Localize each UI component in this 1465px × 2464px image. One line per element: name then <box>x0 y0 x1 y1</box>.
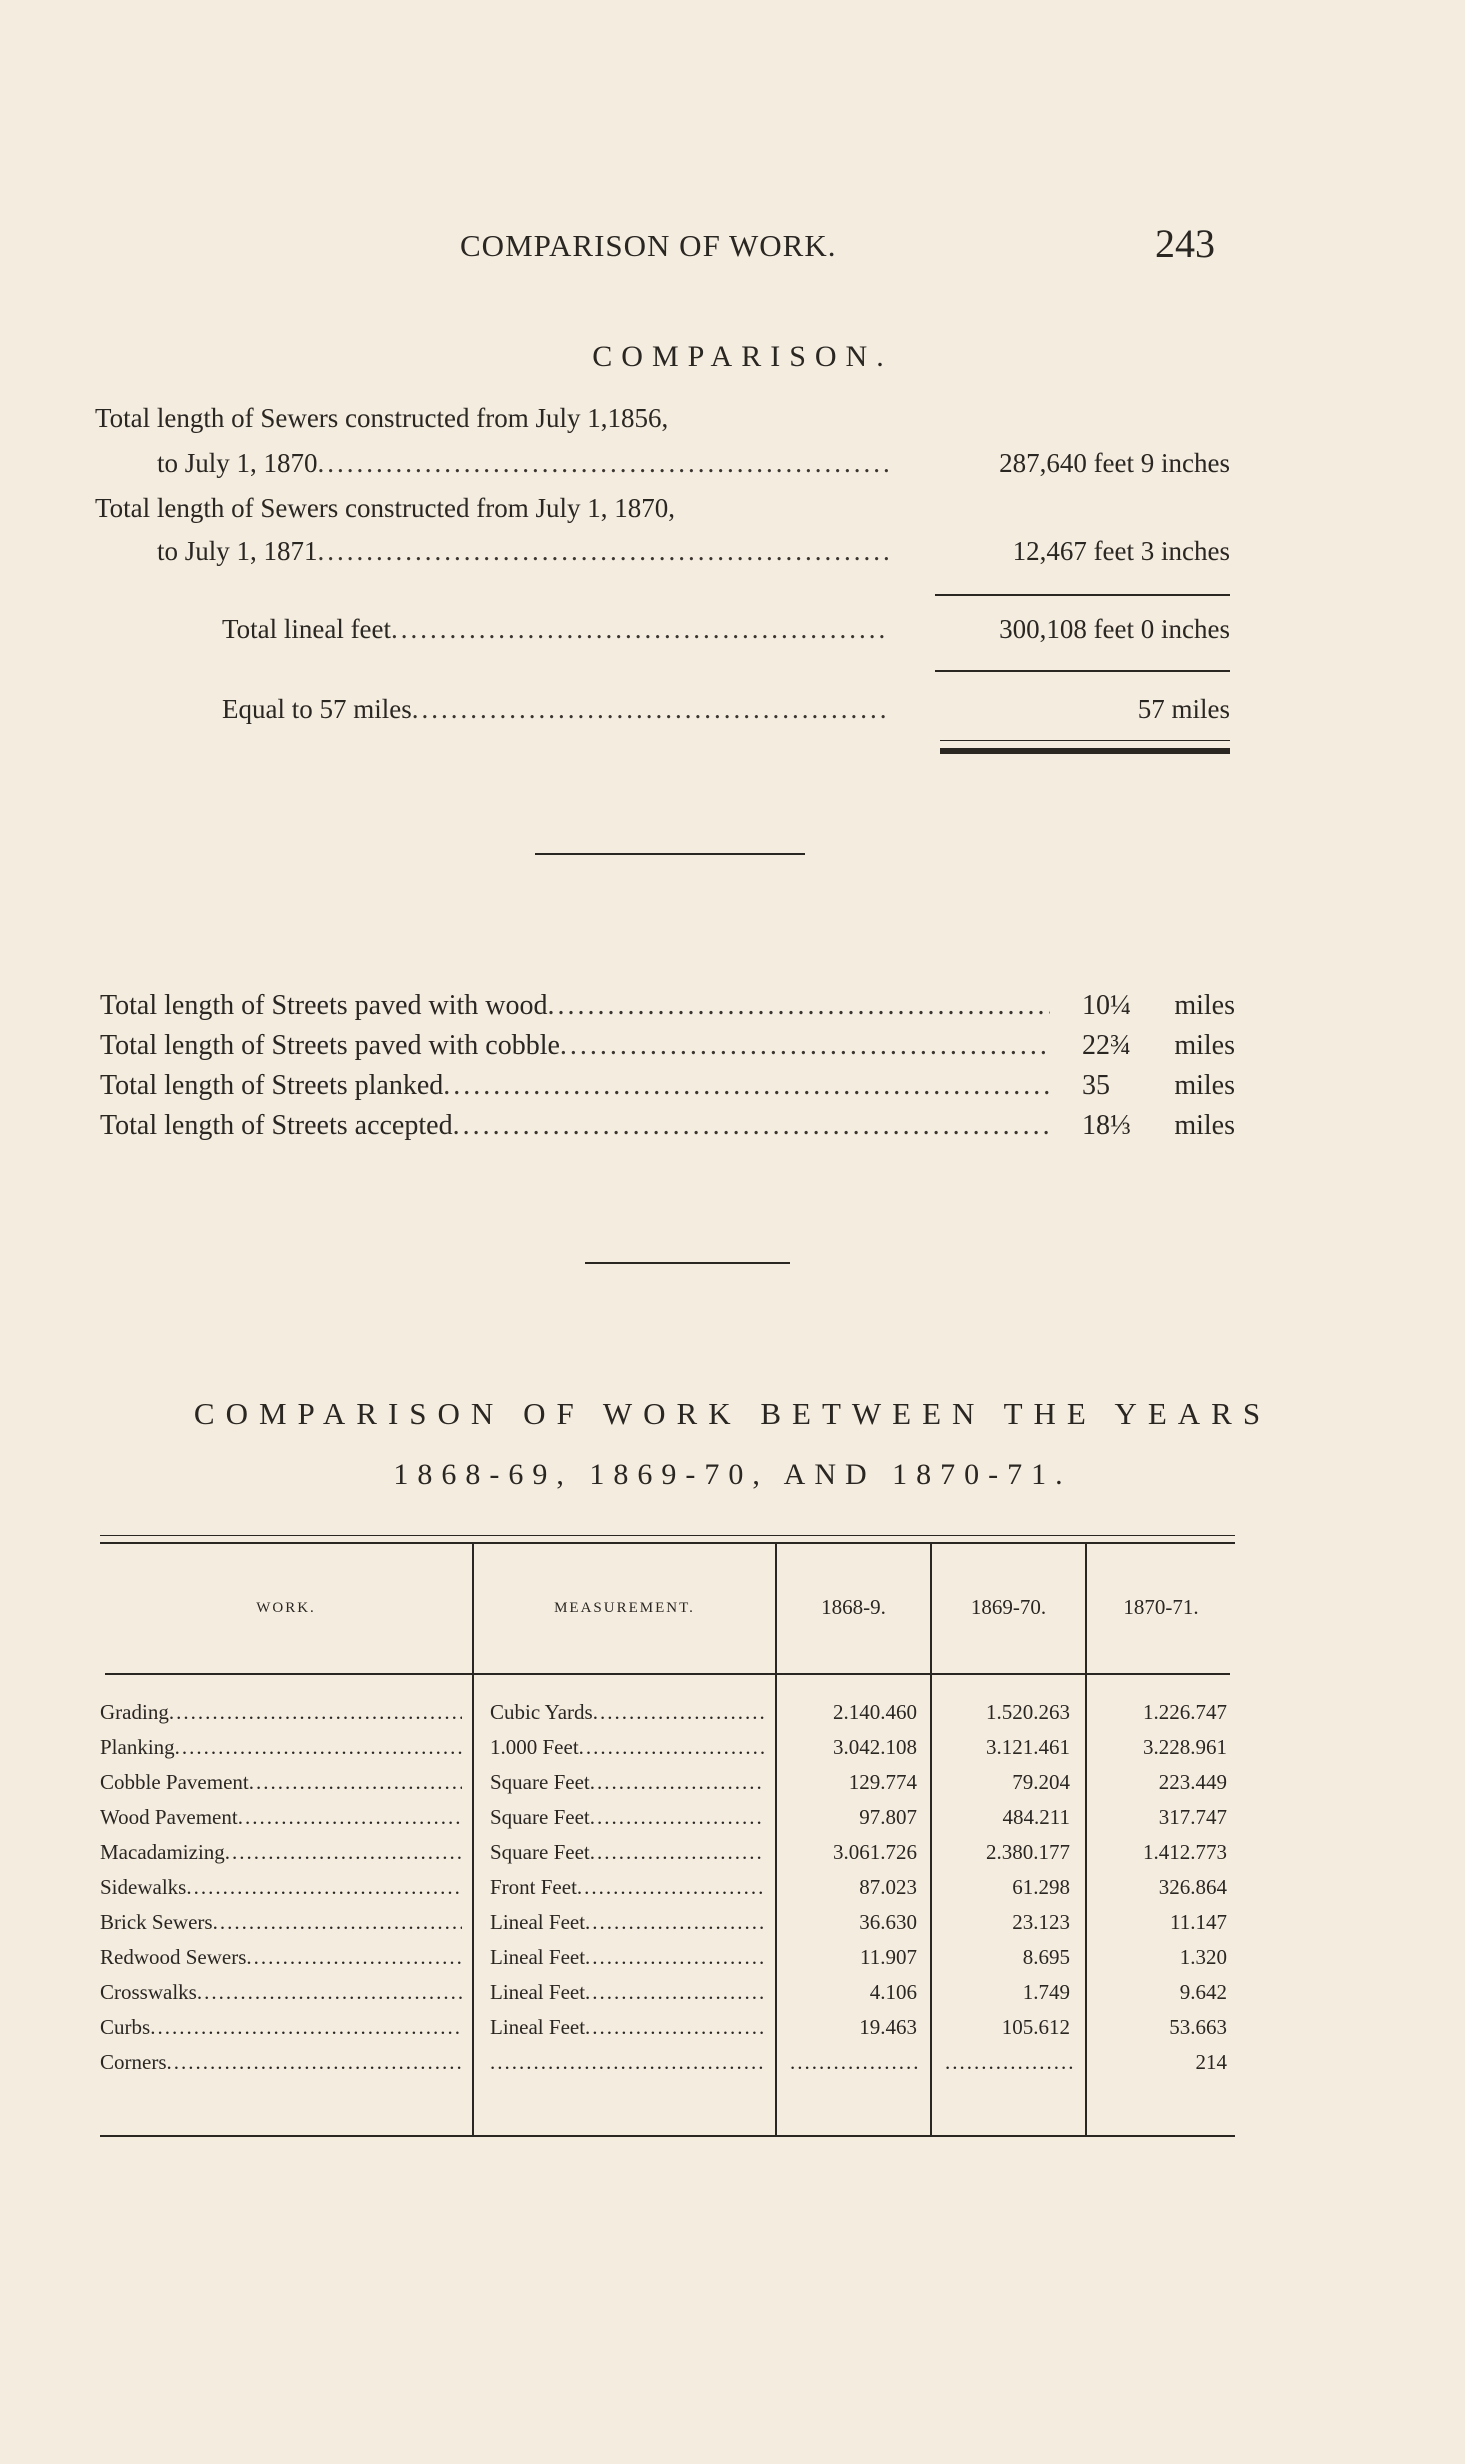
col-header-1870-71: 1870-71. <box>1123 1595 1199 1619</box>
cell-1870-71: 3.228.961 <box>1143 1735 1227 1759</box>
cell-1869-70: 3.121.461 <box>986 1735 1070 1759</box>
cell-1869-70: 1.520.263 <box>986 1700 1070 1724</box>
sewer-entry-1-line2: to July 1, 1870 ..... <box>157 448 890 479</box>
cell-1870-71: 53.663 <box>1169 2015 1227 2039</box>
cell-1868-9: 87.023 <box>859 1875 917 1899</box>
cell-work: Curbs ..... <box>100 2015 462 2040</box>
table-row <box>100 1805 1235 1840</box>
sum-rule <box>935 594 1230 596</box>
cell-1869-70: 105.612 <box>1001 2015 1070 2039</box>
cell-1870-71: 214 <box>1195 2050 1227 2074</box>
cell-1868-9: 97.807 <box>859 1805 917 1829</box>
table-row <box>100 1945 1235 1980</box>
cell-1869-70: 23.123 <box>1012 1910 1070 1934</box>
section-divider-2 <box>585 1262 790 1264</box>
cell-measurement: Lineal Feet ..... <box>490 1980 765 2005</box>
cell-measurement: Square Feet ..... <box>490 1770 765 1795</box>
cell-1868-9: 129.774 <box>848 1770 917 1794</box>
equal-miles-row: Equal to 57 miles ..... <box>222 694 890 725</box>
cell-1870-71: 1.226.747 <box>1143 1700 1227 1724</box>
cell-work: Planking ..... <box>100 1735 462 1760</box>
sewer-entry-1-value: 287,640 feet 9 inches <box>999 448 1230 478</box>
col-header-measurement: MEASUREMENT. <box>554 1600 695 1616</box>
cell-1868-9: 3.061.726 <box>833 1840 917 1864</box>
section-divider <box>535 853 805 855</box>
cell-1869-70: 2.380.177 <box>986 1840 1070 1864</box>
cell-work: Wood Pavement ..... <box>100 1805 462 1830</box>
cell-work: Cobble Pavement ..... <box>100 1770 462 1795</box>
cell-work: Corners ..... <box>100 2050 462 2075</box>
table-row <box>100 1700 1235 1735</box>
sewer-entry-2-line2: to July 1, 1871 ..... <box>157 536 890 567</box>
total-rule <box>935 670 1230 672</box>
section-title: COMPARISON. <box>592 340 893 373</box>
cell-measurement: Lineal Feet ..... <box>490 1910 765 1935</box>
cell-measurement: Lineal Feet ..... <box>490 2015 765 2040</box>
cell-1869-70 <box>945 2050 1075 2075</box>
table-row <box>100 1875 1235 1910</box>
cell-measurement: Front Feet ..... <box>490 1875 765 1900</box>
cell-1870-71: 11.147 <box>1170 1910 1227 1934</box>
cell-1868-9: 4.106 <box>869 1980 917 2004</box>
sewer-entry-2-line1: Total length of Sewers constructed from July 1, 1870, <box>95 493 675 523</box>
cell-1870-71: 223.449 <box>1158 1770 1227 1794</box>
cell-1868-9 <box>790 2050 920 2075</box>
table-row <box>100 1735 1235 1770</box>
page-number: 243 <box>1155 221 1215 266</box>
work-comparison-table <box>100 1535 1235 2140</box>
cell-1869-70: 8.695 <box>1022 1945 1070 1969</box>
double-rule-bottom <box>940 748 1230 754</box>
cell-measurement: 1.000 Feet ..... <box>490 1735 765 1760</box>
sewer-entry-2-value: 12,467 feet 3 inches <box>1012 536 1230 566</box>
streets-row-wood: Total length of Streets paved with wood ..... <box>100 990 1050 1022</box>
streets-row-cobble-value: 22¾ miles <box>1082 1030 1235 1061</box>
streets-row-planked: Total length of Streets planked ..... <box>100 1070 1050 1102</box>
table-row <box>100 2015 1235 2050</box>
cell-1870-71: 1.412.773 <box>1143 1840 1227 1864</box>
cell-measurement: Square Feet ..... <box>490 1805 765 1830</box>
table-title-line1: COMPARISON OF WORK BETWEEN THE YEARS <box>193 1396 1272 1431</box>
cell-1869-70: 484.211 <box>1002 1805 1070 1829</box>
cell-1868-9: 11.907 <box>860 1945 917 1969</box>
double-rule-top <box>940 740 1230 741</box>
cell-1868-9: 2.140.460 <box>833 1700 917 1724</box>
cell-1870-71: 1.320 <box>1179 1945 1227 1969</box>
equal-miles-value: 57 miles <box>1137 694 1230 724</box>
streets-row-accepted: Total length of Streets accepted ..... <box>100 1110 1050 1142</box>
cell-1868-9: 36.630 <box>859 1910 917 1934</box>
table-row <box>100 1980 1235 2015</box>
cell-work: Sidewalks ..... <box>100 1875 462 1900</box>
streets-row-cobble: Total length of Streets paved with cobble ..... <box>100 1030 1050 1062</box>
col-header-work: WORK. <box>256 1600 316 1616</box>
cell-measurement: Lineal Feet ..... <box>490 1945 765 1970</box>
cell-1869-70: 61.298 <box>1012 1875 1070 1899</box>
cell-1869-70: 79.204 <box>1012 1770 1070 1794</box>
cell-1869-70: 1.749 <box>1022 1980 1070 2004</box>
cell-work: Crosswalks ..... <box>100 1980 462 2005</box>
table-row <box>100 2050 1235 2085</box>
total-lineal-feet-value: 300,108 feet 0 inches <box>999 614 1230 644</box>
table-row <box>100 1910 1235 1945</box>
sewer-entry-1-line1: Total length of Sewers constructed from July 1,1856, <box>95 403 669 433</box>
table-row <box>100 1840 1235 1875</box>
table-title-line2: 1868-69, 1869-70, AND 1870-71. <box>393 1458 1072 1491</box>
streets-row-wood-value: 10¼ miles <box>1082 990 1235 1021</box>
cell-work: Grading ..... <box>100 1700 462 1725</box>
streets-row-accepted-value: 18⅓ miles <box>1082 1110 1235 1141</box>
cell-1870-71: 9.642 <box>1179 1980 1227 2004</box>
cell-measurement: Cubic Yards ..... <box>490 1700 765 1725</box>
cell-work: Macadamizing ..... <box>100 1840 462 1865</box>
cell-measurement: Square Feet ..... <box>490 1840 765 1865</box>
col-header-1868-9: 1868-9. <box>821 1595 886 1619</box>
cell-work: Redwood Sewers ..... <box>100 1945 462 1970</box>
col-header-1869-70: 1869-70. <box>970 1595 1047 1619</box>
cell-1870-71: 317.747 <box>1158 1805 1227 1829</box>
cell-work: Brick Sewers ..... <box>100 1910 462 1935</box>
total-lineal-feet-row: Total lineal feet ..... <box>222 614 890 645</box>
running-header: COMPARISON OF WORK. <box>460 228 837 263</box>
table-row <box>100 1770 1235 1805</box>
cell-measurement <box>490 2050 765 2075</box>
streets-row-planked-value: 35 miles <box>1082 1070 1235 1101</box>
cell-1870-71: 326.864 <box>1158 1875 1227 1899</box>
cell-1868-9: 3.042.108 <box>833 1735 917 1759</box>
cell-1868-9: 19.463 <box>859 2015 917 2039</box>
